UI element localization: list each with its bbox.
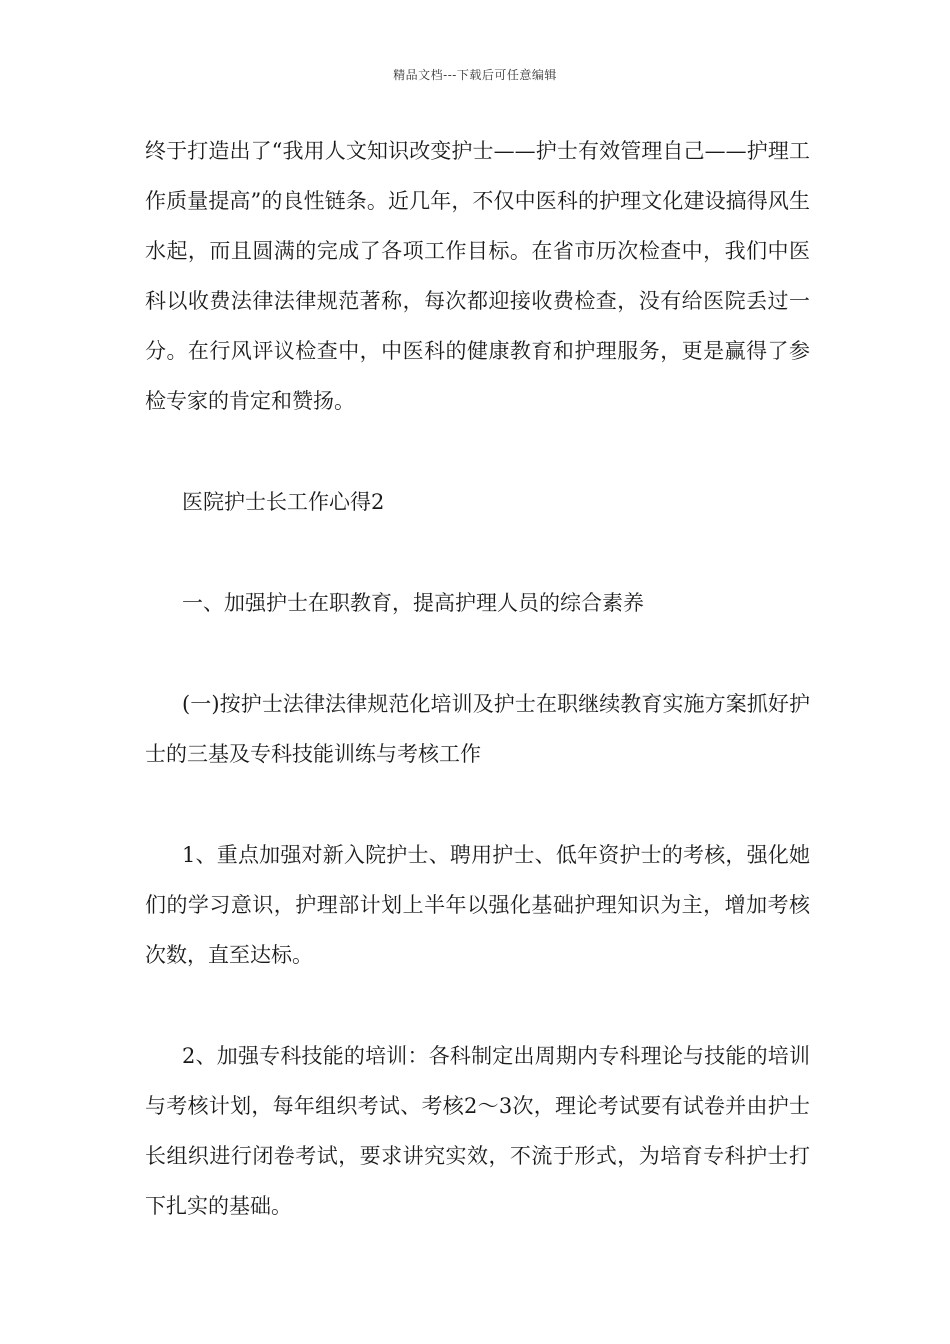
section-title: 医院护士长工作心得2 bbox=[182, 490, 385, 514]
page-header: 精品文档---下载后可任意编辑 bbox=[393, 68, 557, 82]
list-item-1: 1、重点加强对新入院护士、聘用护士、低年资护士的考核，强化她们的学习意识，护理部计划上半年以强化基础护理知识为主，增加考核次数，直至达标。 bbox=[145, 843, 810, 967]
document-body bbox=[145, 126, 810, 1231]
heading-subsection-1: (一)按护士法律法律规范化培训及护士在职继续教育实施方案抓好护士的三基及专科技能训练与考核工作 bbox=[145, 692, 810, 766]
list-item-2: 2、加强专科技能的培训：各科制定出周期内专科理论与技能的培训与考核计划，每年组织考试、考核2～3次，理论考试要有试卷并由护士长组织进行闭卷考试，要求讲究实效，不流于形式，为培育专科护士打下扎实的基础。 bbox=[145, 1044, 810, 1218]
heading-section-1: 一、加强护士在职教育，提高护理人员的综合素养 bbox=[182, 591, 644, 615]
paragraph-intro: 终于打造出了“我用人文知识改变护士——护士有效管理自己——护理工作质量提高”的良性链条。近几年，不仅中医科的护理文化建设搞得风生水起，而且圆满的完成了各项工作目标。在省市历次检查中，我们中医科以收费法律法律规范著称，每次都迎接收费检查，没有给医院丢过一分。在行风评议检查中，中医科的健康教育和护理服务，更是赢得了参检专家的肯定和赞扬。 bbox=[145, 139, 810, 413]
